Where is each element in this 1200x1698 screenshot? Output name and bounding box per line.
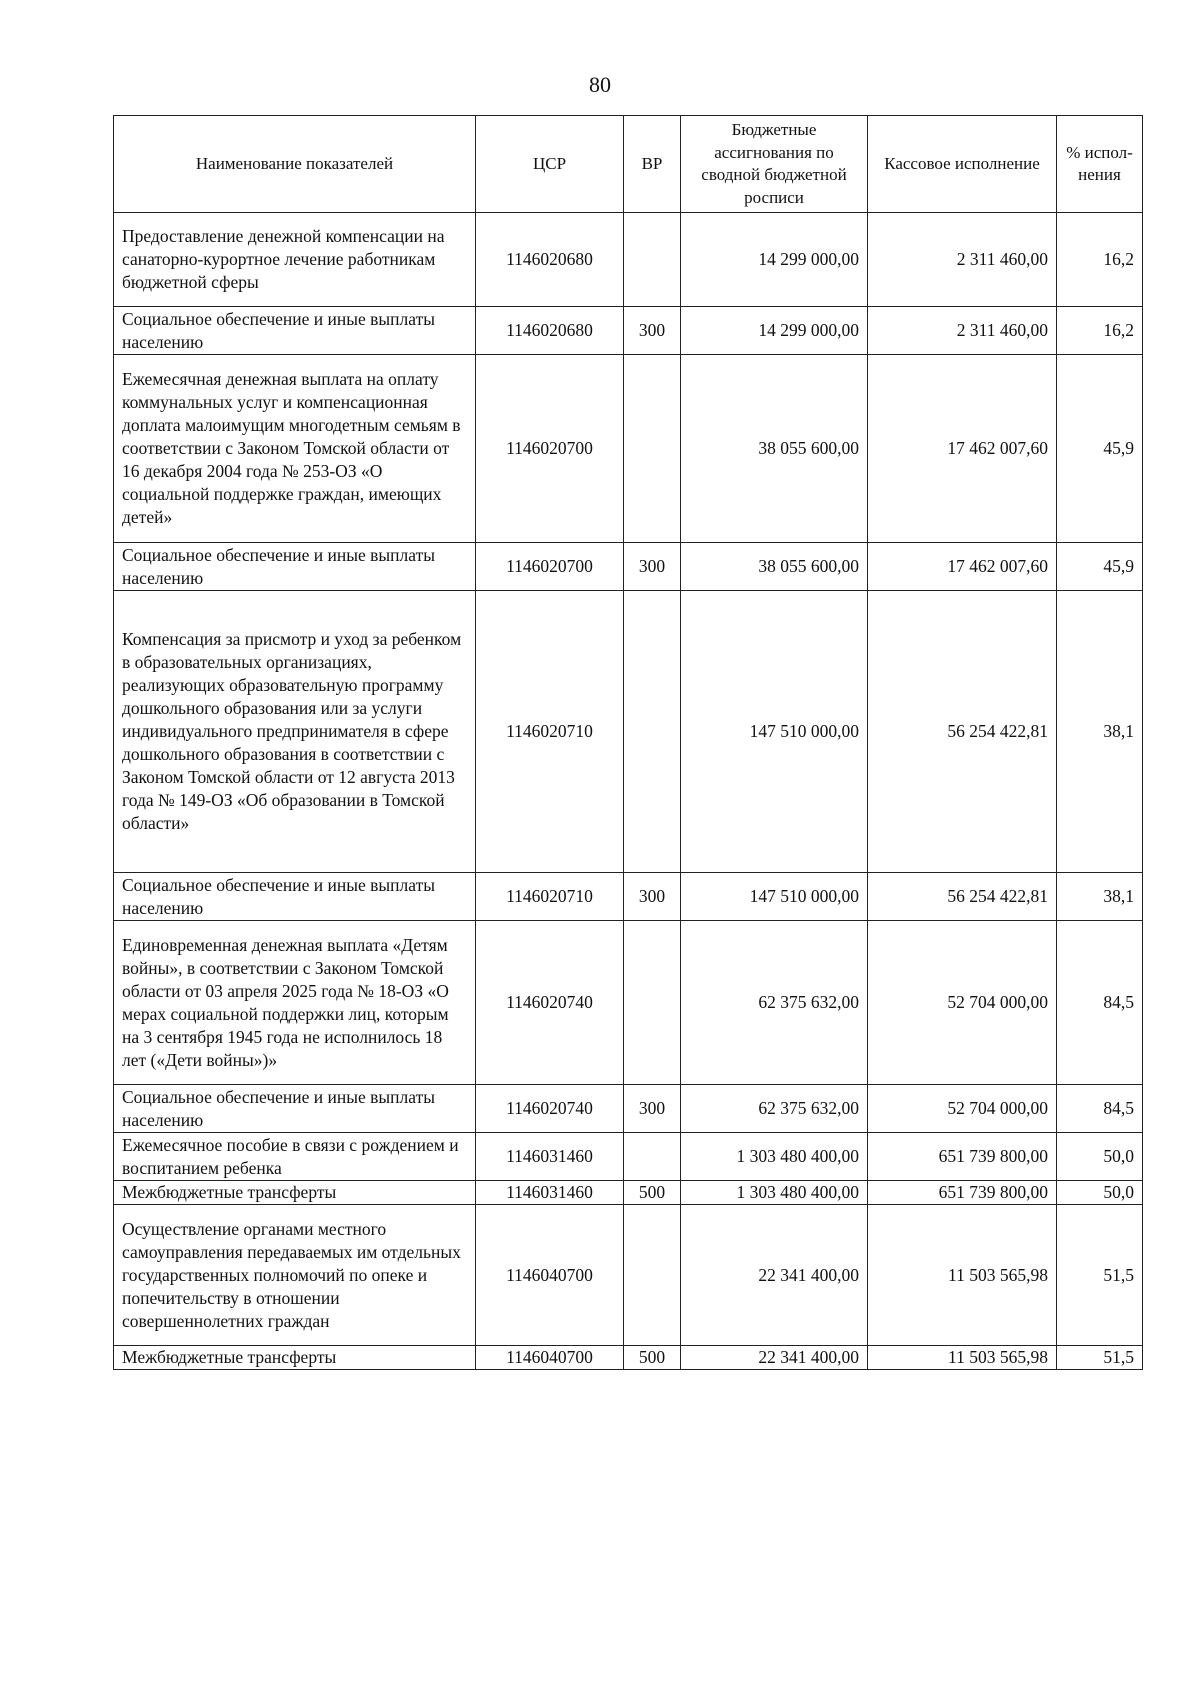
row-name: Предоставление денежной компенсации на санаторно-курортное лечение работникам бюджетной сферы (114, 213, 476, 307)
row-csr: 1146020700 (476, 355, 624, 543)
row-csr: 1146020740 (476, 1085, 624, 1133)
row-assignments: 14 299 000,00 (681, 307, 868, 355)
row-csr: 1146040700 (476, 1205, 624, 1346)
row-vr: 500 (624, 1181, 681, 1205)
row-name: Социальное обеспечение и иные выплаты населению (114, 307, 476, 355)
row-assignments: 147 510 000,00 (681, 873, 868, 921)
row-assignments: 38 055 600,00 (681, 355, 868, 543)
row-vr: 300 (624, 873, 681, 921)
row-csr: 1146020700 (476, 543, 624, 591)
row-name: Социальное обеспечение и иные выплаты населению (114, 543, 476, 591)
row-name: Единовременная денежная выплата «Детям войны», в соответствии с Законом Томской области от 03 апреля 2025 года № 18-ОЗ «О мерах социальной поддержки лиц, которым на 3 сентября 1945 года не исполнилось 18 лет («Дети войны»)» (114, 921, 476, 1085)
row-vr: 300 (624, 1085, 681, 1133)
row-cash-execution: 11 503 565,98 (868, 1205, 1057, 1346)
table-row (114, 1181, 1143, 1205)
table-row (114, 1205, 1143, 1346)
row-vr: 300 (624, 543, 681, 591)
row-cash-execution: 17 462 007,60 (868, 543, 1057, 591)
row-percent: 16,2 (1057, 307, 1143, 355)
row-vr: 300 (624, 307, 681, 355)
row-percent: 38,1 (1057, 873, 1143, 921)
header-cash-execution: Кассовое исполнение (868, 116, 1057, 213)
row-assignments: 22 341 400,00 (681, 1205, 868, 1346)
row-assignments: 14 299 000,00 (681, 213, 868, 307)
row-percent: 50,0 (1057, 1133, 1143, 1181)
row-vr (624, 921, 681, 1085)
row-percent: 45,9 (1057, 543, 1143, 591)
row-assignments: 147 510 000,00 (681, 591, 868, 873)
row-name: Осуществление органами местного самоуправления передаваемых им отдельных государственных полномочий по опеке и попечительству в отношении совершеннолетних граждан (114, 1205, 476, 1346)
row-cash-execution: 56 254 422,81 (868, 591, 1057, 873)
header-percent-execution: % испол-нения (1057, 116, 1143, 213)
row-csr: 1146040700 (476, 1346, 624, 1370)
table-row (114, 1085, 1143, 1133)
row-name: Социальное обеспечение и иные выплаты населению (114, 1085, 476, 1133)
row-cash-execution: 651 739 800,00 (868, 1181, 1057, 1205)
row-csr: 1146020710 (476, 873, 624, 921)
row-csr: 1146020680 (476, 213, 624, 307)
row-csr: 1146020740 (476, 921, 624, 1085)
header-name: Наименование показателей (114, 116, 476, 213)
row-percent: 16,2 (1057, 213, 1143, 307)
row-assignments: 22 341 400,00 (681, 1346, 868, 1370)
row-name: Социальное обеспечение и иные выплаты населению (114, 873, 476, 921)
row-vr: 500 (624, 1346, 681, 1370)
budget-table (113, 115, 1143, 1370)
row-cash-execution: 52 704 000,00 (868, 921, 1057, 1085)
table-row (114, 873, 1143, 921)
row-assignments: 62 375 632,00 (681, 1085, 868, 1133)
row-vr (624, 355, 681, 543)
row-cash-execution: 11 503 565,98 (868, 1346, 1057, 1370)
table-row (114, 355, 1143, 543)
row-cash-execution: 17 462 007,60 (868, 355, 1057, 543)
row-name: Ежемесячная денежная выплата на оплату коммунальных услуг и компенсационная доплата малоимущим многодетным семьям в соответствии с Законом Томской области от 16 декабря 2004 года № 253-ОЗ «О социальной поддержке граждан, имеющих детей» (114, 355, 476, 543)
table-row (114, 213, 1143, 307)
row-name: Компенсация за присмотр и уход за ребенком в образовательных организациях, реализующих образовательную программу дошкольного образования или за услуги индивидуального предпринимателя в сфере дошкольного образования в соответствии с Законом Томской области от 12 августа 2013 года № 149-ОЗ «Об образовании в Томской области» (114, 591, 476, 873)
table-row (114, 1346, 1143, 1370)
row-vr (624, 1205, 681, 1346)
page-number: 80 (589, 72, 611, 97)
row-assignments: 38 055 600,00 (681, 543, 868, 591)
row-vr (624, 591, 681, 873)
row-cash-execution: 52 704 000,00 (868, 1085, 1057, 1133)
header-vr: ВР (624, 116, 681, 213)
row-assignments: 62 375 632,00 (681, 921, 868, 1085)
row-cash-execution: 651 739 800,00 (868, 1133, 1057, 1181)
table-header-row (114, 116, 1143, 213)
row-cash-execution: 2 311 460,00 (868, 213, 1057, 307)
row-name: Межбюджетные трансферты (114, 1181, 476, 1205)
row-percent: 51,5 (1057, 1346, 1143, 1370)
row-vr (624, 213, 681, 307)
row-name: Межбюджетные трансферты (114, 1346, 476, 1370)
table-row (114, 543, 1143, 591)
row-percent: 84,5 (1057, 921, 1143, 1085)
row-name: Ежемесячное пособие в связи с рождением и воспитанием ребенка (114, 1133, 476, 1181)
row-cash-execution: 2 311 460,00 (868, 307, 1057, 355)
table-row (114, 1133, 1143, 1181)
row-percent: 50,0 (1057, 1181, 1143, 1205)
table-row (114, 591, 1143, 873)
header-csr: ЦСР (476, 116, 624, 213)
row-percent: 84,5 (1057, 1085, 1143, 1133)
row-vr (624, 1133, 681, 1181)
row-percent: 45,9 (1057, 355, 1143, 543)
row-percent: 51,5 (1057, 1205, 1143, 1346)
row-assignments: 1 303 480 400,00 (681, 1133, 868, 1181)
row-assignments: 1 303 480 400,00 (681, 1181, 868, 1205)
table-row (114, 921, 1143, 1085)
row-cash-execution: 56 254 422,81 (868, 873, 1057, 921)
table-row (114, 307, 1143, 355)
row-percent: 38,1 (1057, 591, 1143, 873)
row-csr: 1146031460 (476, 1181, 624, 1205)
header-assignments: Бюджетные ассигнования по сводной бюджетной росписи (681, 116, 868, 213)
row-csr: 1146020680 (476, 307, 624, 355)
row-csr: 1146031460 (476, 1133, 624, 1181)
row-csr: 1146020710 (476, 591, 624, 873)
